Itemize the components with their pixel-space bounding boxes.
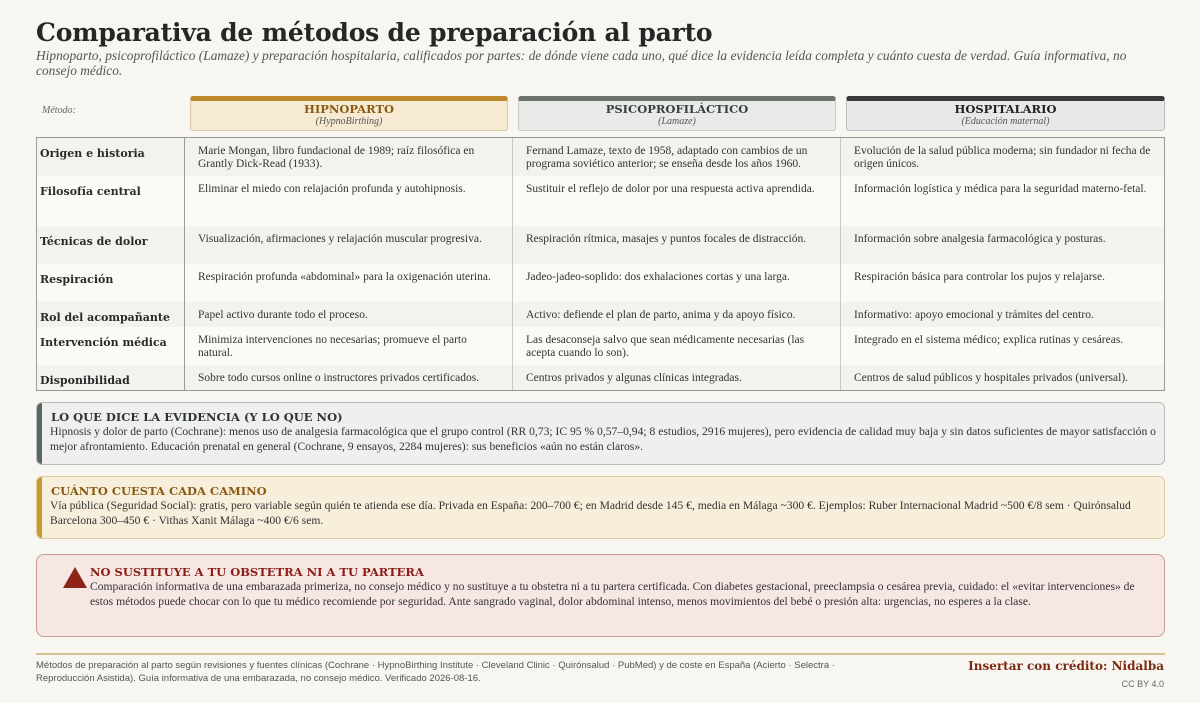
comparison-table [36, 137, 1165, 391]
page-subtitle: Hipnoparto, psicoprofiláctico (Lamaze) y preparación hospitalaria, calificados por partes: de dónde viene cada uno, qué dice la evidencia leída completa y cuánto cuesta de verdad. Guía informativa, no consejo médico. [36, 48, 1127, 78]
credit-link[interactable]: Insertar con crédito: Nidalba [968, 659, 1164, 673]
row-header: Disponibilidad [37, 365, 185, 390]
column-header-hipnoparto [190, 96, 508, 131]
table-cell: Sobre todo cursos online o instructores privados certificados. [185, 365, 513, 390]
warning-title: NO SUSTITUYE A TU OBSTETRA NI A TU PARTERA [90, 565, 424, 579]
column-subtitle: (Lamaze) [658, 116, 696, 127]
table-row [37, 264, 1164, 302]
table-cell: Respiración rítmica, masajes y puntos focales de distracción. [513, 226, 841, 264]
column-header-hospitalario [846, 96, 1165, 131]
method-label: Método: [42, 105, 76, 116]
table-cell: Fernand Lamaze, texto de 1958, adaptado con cambios de un programa soviético anterior; se enseña desde los años 1960. [513, 138, 841, 176]
evidence-box [36, 402, 1165, 465]
accent-bar [37, 403, 42, 464]
license-label: CC BY 4.0 [1121, 679, 1164, 689]
cost-title: CUÁNTO CUESTA CADA CAMINO [51, 484, 267, 498]
row-header: Origen e historia [37, 138, 185, 176]
row-header: Respiración [37, 264, 185, 302]
warning-text: Comparación informativa de una embarazada primeriza, no consejo médico y no sustituye a tu obstetra ni a tu partera certificada. Con diabetes gestacional, preeclampsia o cesárea previa, cuidado: el «evitar intervenciones» de estos métodos puede chocar con lo que tu médico recomiende por seguridad. Ante sangrado vaginal, dolor abdominal intenso, menos movimientos del bebé o presión alta: urgencias, no esperes a la clase. [90, 580, 1135, 608]
evidence-text: Hipnosis y dolor de parto (Cochrane): menos uso de analgesia farmacológica que el grupo control (RR 0,73; IC 95 % 0,57–0,94; 8 estudios, 2916 mujeres), pero evidencia de calidad muy baja y sin datos suficientes de mayor satisfacción o mejor afrontamiento. Educación prenatal en general (Cochrane, 9 ensayos, 2284 mujeres): sus beneficios «aún no están claros». [50, 425, 1156, 453]
table-cell: Papel activo durante todo el proceso. [185, 302, 513, 327]
table-cell: Jadeo-jadeo-soplido: dos exhalaciones cortas y una larga. [513, 264, 841, 302]
column-title: HIPNOPARTO [303, 102, 395, 116]
table-cell: Informativo: apoyo emocional y trámites del centro. [854, 309, 1094, 321]
table-cell: Sustituir el reflejo de dolor por una respuesta activa aprendida. [513, 176, 841, 226]
table-cell: Información logística y médica para la seguridad materno-fetal. [854, 183, 1147, 195]
row-header: Filosofía central [37, 176, 185, 226]
column-title: HOSPITALARIO [954, 102, 1057, 116]
table-row [37, 327, 1164, 365]
table-row [37, 365, 1164, 390]
table-row [37, 138, 1164, 176]
column-headers [36, 96, 1165, 132]
column-header-psicoprofilactico [518, 96, 836, 131]
column-subtitle: (HypnoBirthing) [315, 116, 383, 127]
cost-box [36, 476, 1165, 539]
table-cell: Respiración profunda «abdominal» para la oxigenación uterina. [185, 264, 513, 302]
column-title: PSICOPROFILÁCTICO [605, 102, 749, 116]
page-title: Comparativa de métodos de preparación al parto [36, 18, 713, 47]
footer-note: Métodos de preparación al parto según revisiones y fuentes clínicas (Cochrane · HypnoBirthing Institute · Cleveland Clinic · Quirónsalud · PubMed) y de coste en España (Acierto · Selectra · Reproducción Asistida). Guía informativa de una embarazada, no consejo médico. Verificado 2026-08-16. [36, 660, 835, 684]
row-header: Rol del acompañante [37, 302, 185, 327]
table-cell: Integrado en el sistema médico; explica rutinas y cesáreas. [854, 334, 1124, 346]
table-cell: Centros privados y algunas clínicas integradas. [513, 365, 841, 390]
evidence-title: LO QUE DICE LA EVIDENCIA (Y LO QUE NO) [51, 410, 343, 424]
row-header: Intervención médica [37, 327, 185, 365]
cost-text: Vía pública (Seguridad Social): gratis, pero variable según quién te atienda ese día. Privada en España: 200–700 €; en Madrid desde 145 €, media en Málaga ~300 €. Ejemplos: Ruber Internacional Madrid ~500 €/8 sem · Quirónsalud Barcelona 300–450 € · Vithas Xanit Málaga ~400 €/6 sem. [50, 499, 1131, 527]
table-cell: Minimiza intervenciones no necesarias; promueve el parto natural. [185, 327, 513, 365]
table-row [37, 226, 1164, 264]
table-cell: Evolución de la salud pública moderna; sin fundador ni fecha de origen únicos. [854, 145, 1151, 170]
table-cell: Centros de salud públicos y hospitales privados (universal). [854, 372, 1129, 384]
table-cell: Activo: defiende el plan de parto, anima y da apoyo físico. [513, 302, 841, 327]
warning-triangle-icon [63, 567, 87, 588]
table-cell: Respiración básica para controlar los pujos y relajarse. [854, 271, 1105, 283]
accent-bar [37, 477, 42, 538]
table-cell: Eliminar el miedo con relajación profunda y autohipnosis. [185, 176, 513, 226]
table-row [37, 176, 1164, 226]
column-subtitle: (Educación maternal) [961, 116, 1050, 127]
table-cell: Las desaconseja salvo que sean médicamente necesarias (las acepta cuando lo son). [513, 327, 841, 365]
footer-divider [36, 653, 1165, 655]
row-header: Técnicas de dolor [37, 226, 185, 264]
table-cell: Visualización, afirmaciones y relajación muscular progresiva. [185, 226, 513, 264]
warning-box [36, 554, 1165, 637]
table-cell: Información sobre analgesia farmacológica y posturas. [854, 233, 1106, 245]
table-cell: Marie Mongan, libro fundacional de 1989; raíz filosófica en Grantly Dick-Read (1933). [185, 138, 513, 176]
table-row [37, 302, 1164, 327]
